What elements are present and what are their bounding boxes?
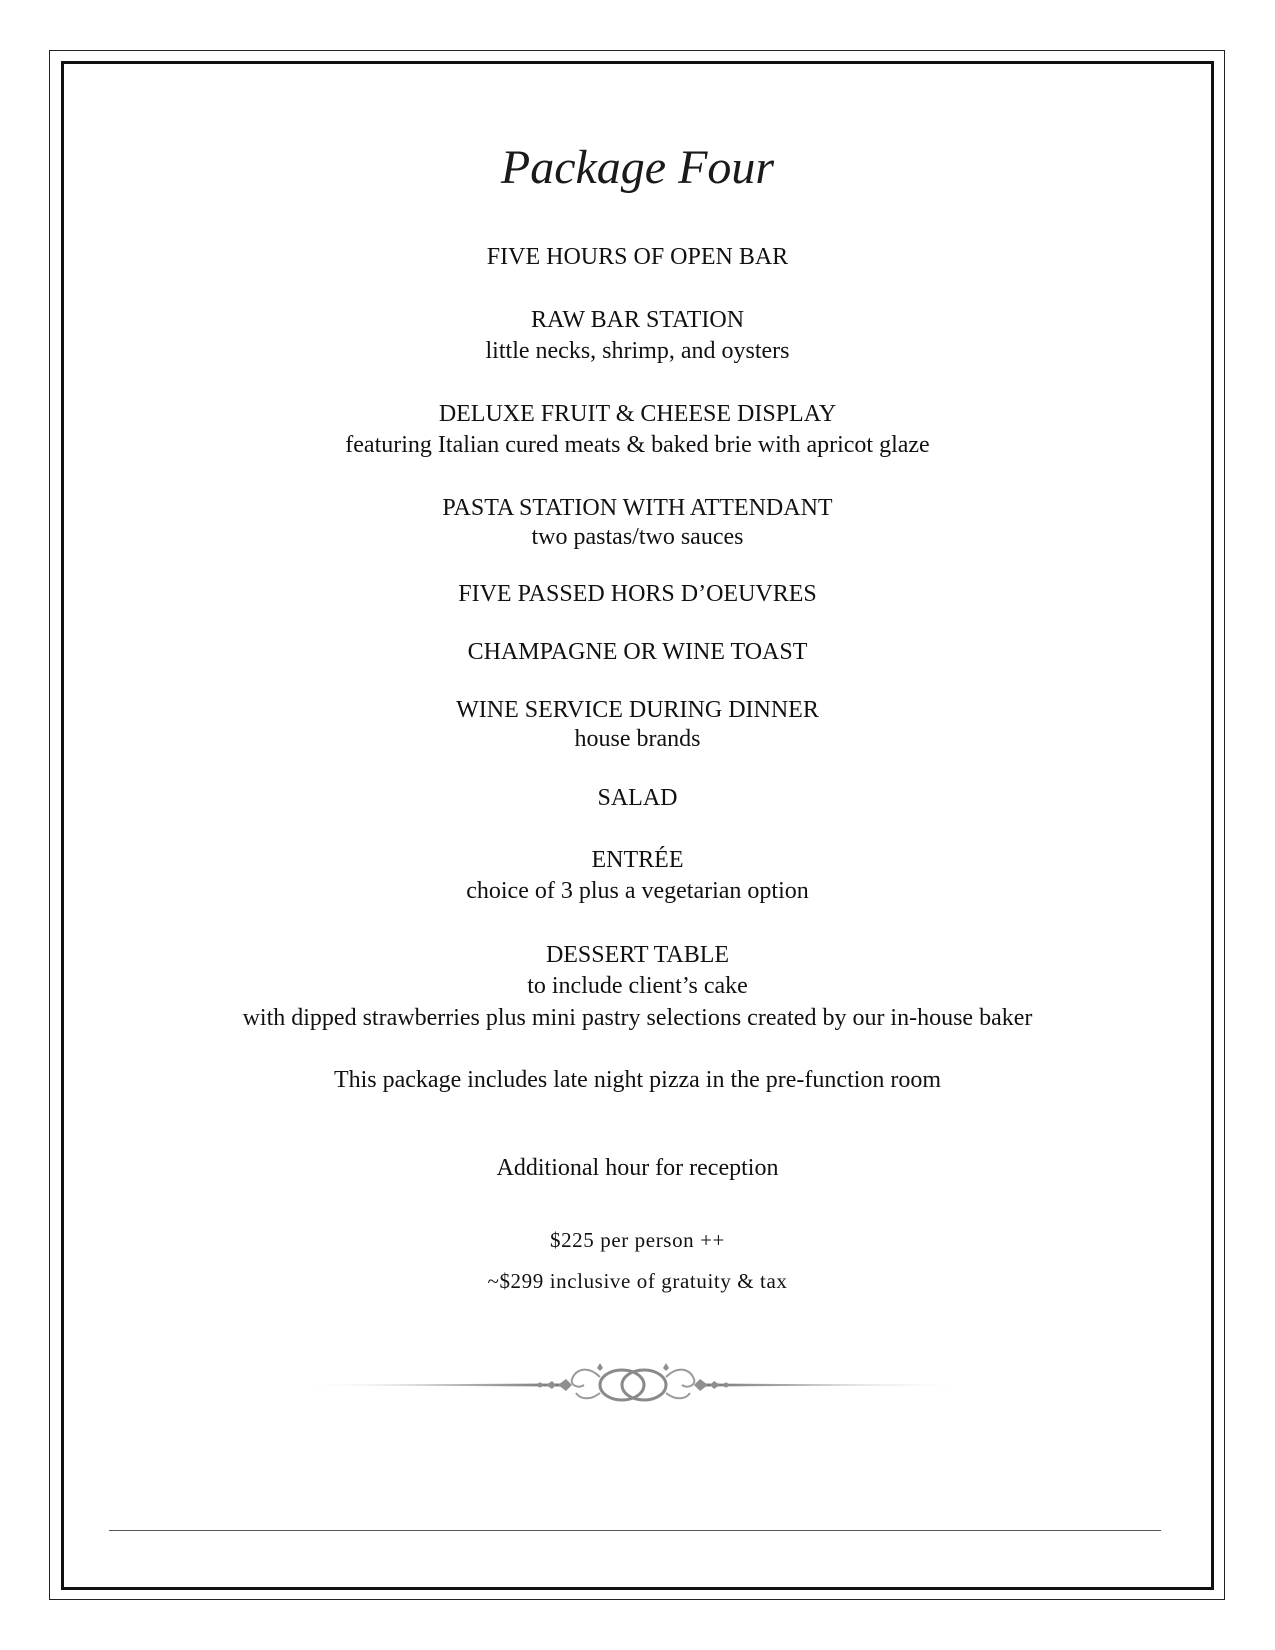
page-title: Package Four [500, 141, 775, 194]
price-inclusive: ~$299 inclusive of gratuity & tax [487, 1269, 788, 1293]
item-toast: CHAMPAGNE OR WINE TOAST [467, 639, 808, 665]
item-fruit-cheese-desc: featuring Italian cured meats & baked brie with apricot glaze [345, 432, 930, 458]
item-raw-bar-desc: little necks, shrimp, and oysters [485, 338, 790, 364]
late-night-note: This package includes late night pizza in the pre-function room [333, 1067, 942, 1093]
item-pasta-desc: two pastas/two sauces [531, 524, 744, 550]
item-hors-doeuvres: FIVE PASSED HORS D’OEUVRES [458, 581, 817, 607]
item-salad: SALAD [597, 785, 678, 811]
item-dessert-desc-2: with dipped strawberries plus mini pastry selections created by our in-house baker [242, 1005, 1033, 1031]
item-dessert: DESSERT TABLE [545, 942, 730, 968]
price-per-person: $225 per person ++ [549, 1228, 726, 1252]
item-pasta: PASTA STATION WITH ATTENDANT [442, 495, 833, 521]
additional-hour-note: Additional hour for reception [496, 1155, 779, 1181]
item-raw-bar: RAW BAR STATION [530, 307, 745, 333]
item-wine-service: WINE SERVICE DURING DINNER [456, 697, 819, 723]
bottom-rule [109, 1530, 1161, 1531]
item-wine-service-desc: house brands [574, 726, 701, 752]
item-entree-desc: choice of 3 plus a vegetarian option [466, 878, 809, 904]
flourish-divider-icon [300, 1359, 965, 1411]
item-fruit-cheese: DELUXE FRUIT & CHEESE DISPLAY [438, 401, 837, 427]
item-entree: ENTRÉE [591, 847, 684, 873]
item-open-bar: FIVE HOURS OF OPEN BAR [486, 244, 789, 270]
item-dessert-desc-1: to include client’s cake [527, 973, 748, 999]
